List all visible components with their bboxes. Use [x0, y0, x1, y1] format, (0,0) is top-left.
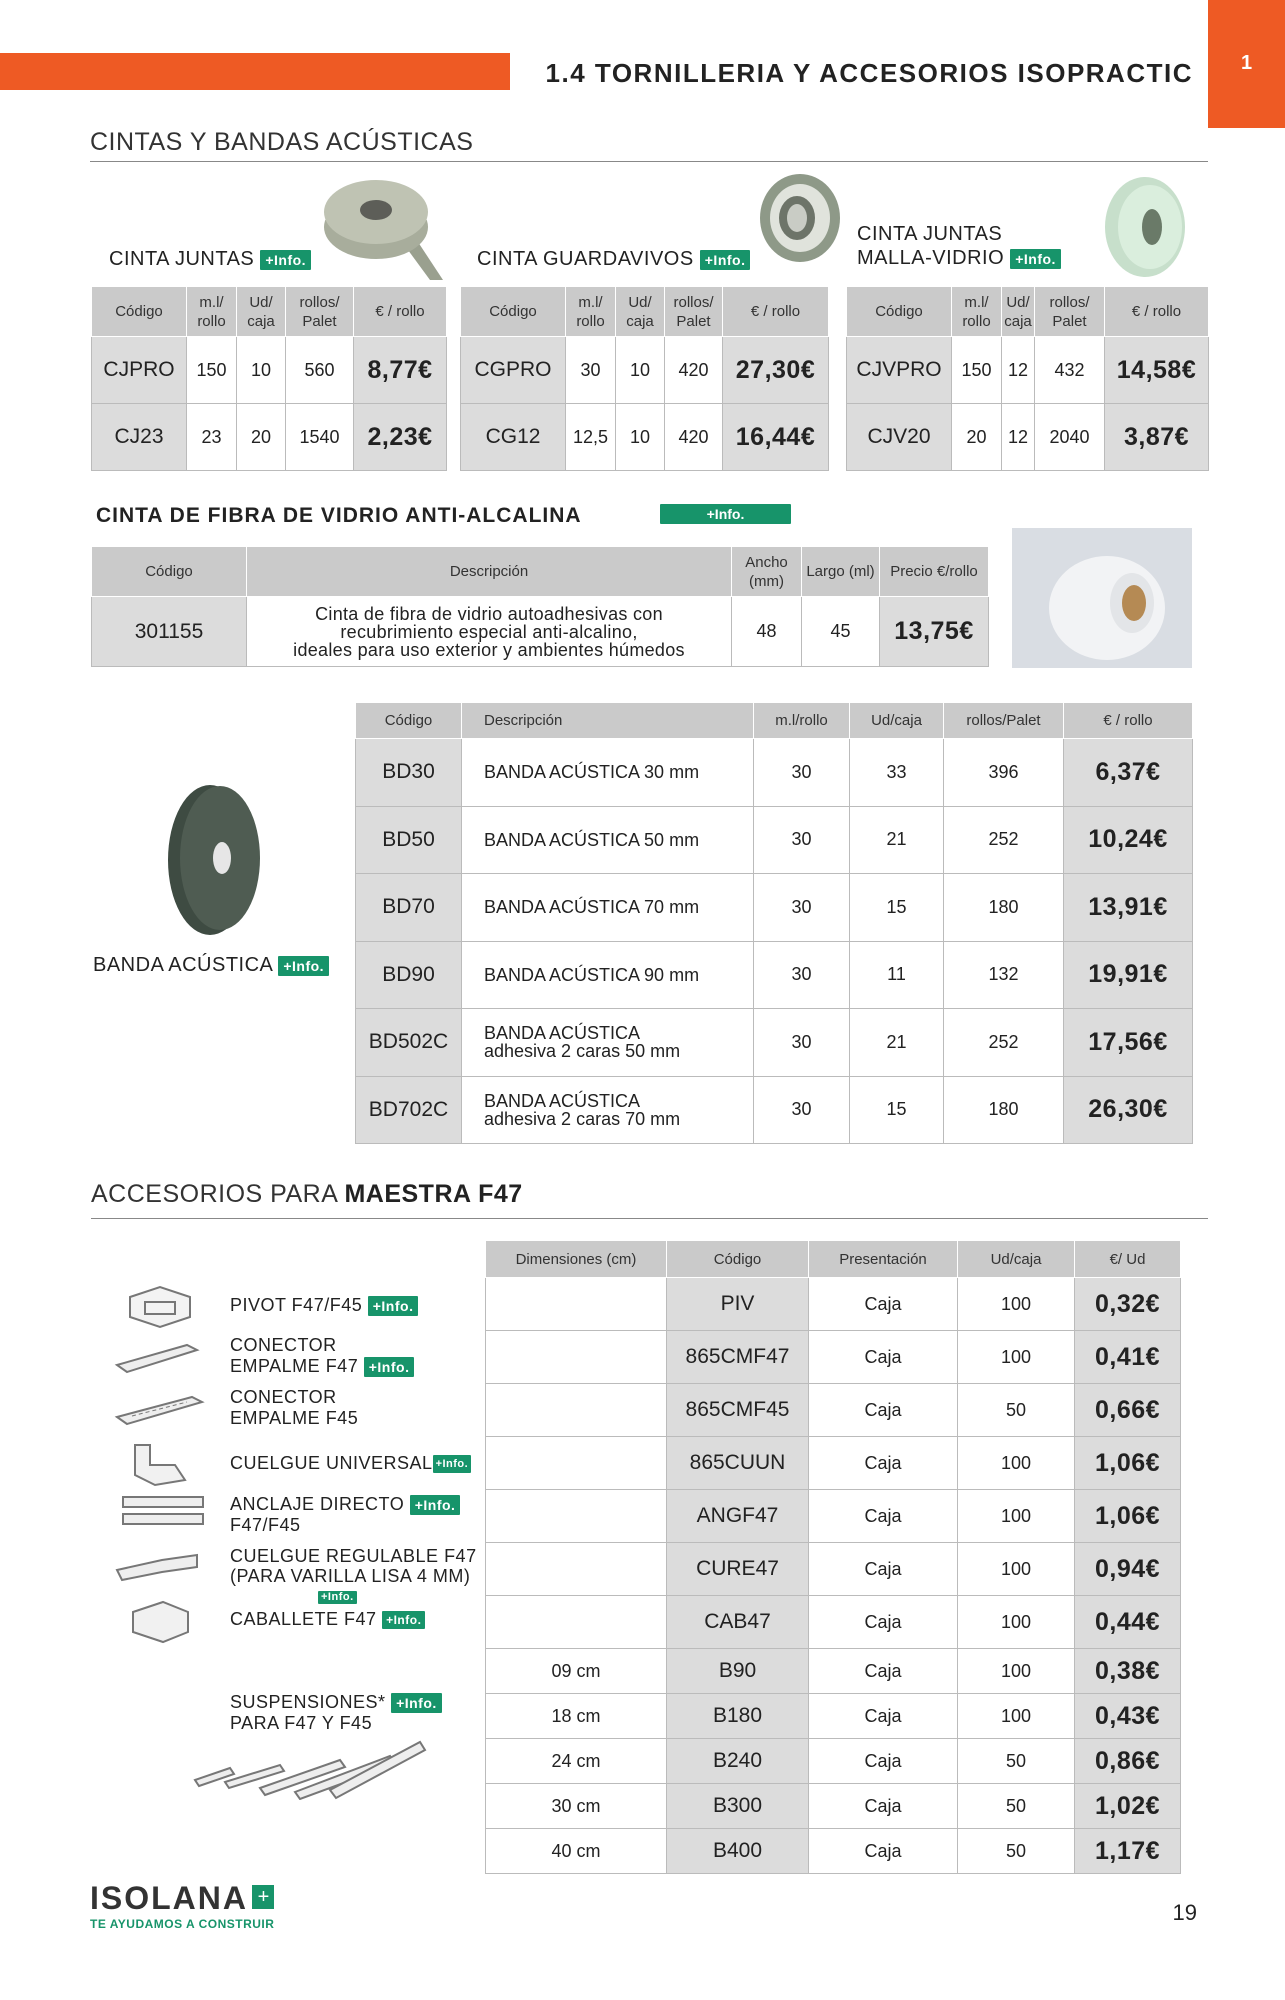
col-header: Dimensiones (cm): [486, 1241, 667, 1278]
col-header: m.l/ rollo: [187, 287, 237, 337]
ml-cell: 30: [754, 806, 850, 874]
conector-f47-icon: [112, 1340, 202, 1380]
ud-cell: 50: [958, 1829, 1075, 1874]
col-header: Ud/caja: [958, 1241, 1075, 1278]
col-header: Ud/ caja: [1002, 287, 1035, 337]
largo-cell: 45: [802, 597, 880, 667]
palet-cell: 2040: [1035, 404, 1105, 471]
col-header: Código: [92, 287, 187, 337]
col-header: Código: [847, 287, 952, 337]
logo-text: ISOLANA: [90, 1880, 248, 1916]
label-line: EMPALME F45: [230, 1408, 359, 1428]
pres-cell: Caja: [809, 1829, 958, 1874]
title-prefix: ACCESORIOS PARA: [91, 1180, 337, 1208]
code-cell: CJ23: [92, 404, 187, 471]
dim-cell: 18 cm: [486, 1694, 667, 1739]
desc-cell: [462, 1076, 754, 1144]
ud-cell: 10: [237, 337, 286, 404]
col-header: Presentación: [809, 1241, 958, 1278]
desc-line: adhesiva 2 caras 50 mm: [484, 1041, 681, 1062]
ud-cell: 12: [1002, 337, 1035, 404]
table-row: [486, 1543, 1181, 1596]
table-row: [461, 404, 829, 471]
table-row: [356, 874, 1193, 942]
page-number: 19: [1172, 1900, 1197, 1925]
ud-cell: 100: [958, 1490, 1075, 1543]
cuelgue-name: CUELGUE UNIVERSAL: [230, 1453, 433, 1473]
dim-cell: [486, 1490, 667, 1543]
label-line: ANCLAJE DIRECTO: [230, 1494, 405, 1514]
table-row: [486, 1784, 1181, 1829]
info-button[interactable]: +Info.: [382, 1611, 425, 1629]
pres-cell: Caja: [809, 1331, 958, 1384]
dim-cell: 40 cm: [486, 1829, 667, 1874]
pres-cell: Caja: [809, 1490, 958, 1543]
code-cell: PIV: [667, 1278, 809, 1331]
col-header: Largo (ml): [802, 547, 880, 597]
table-row: [486, 1596, 1181, 1649]
ml-cell: 30: [754, 1009, 850, 1077]
cinta-malla-image: [1100, 172, 1190, 282]
cuelgue-universal-label: [230, 1451, 471, 1475]
anclaje-directo-label: [230, 1494, 460, 1536]
price-cell: 0,38€: [1075, 1649, 1181, 1694]
pres-cell: Caja: [809, 1384, 958, 1437]
info-button[interactable]: +Info.: [410, 1495, 461, 1515]
tagline: TE AYUDAMOS A CONSTRUIR: [90, 1917, 275, 1931]
palet-cell: 432: [1035, 337, 1105, 404]
col-header: m.l/ rollo: [566, 287, 616, 337]
code-cell: B180: [667, 1694, 809, 1739]
cinta-malla-name: CINTA JUNTAS: [857, 223, 1003, 245]
dim-cell: [486, 1384, 667, 1437]
cinta-guardavivos-label: [477, 247, 750, 271]
pres-cell: Caja: [809, 1784, 958, 1829]
header-orange-bar: [0, 53, 510, 90]
label-line: EMPALME F47: [230, 1356, 359, 1376]
maestra-table: [485, 1240, 1181, 1874]
table-row: [92, 597, 989, 667]
desc-line: recubrimiento especial anti-alcalino,: [340, 621, 638, 642]
ud-cell: 21: [850, 1009, 944, 1077]
col-header: Descripción: [462, 703, 754, 739]
ud-cell: 100: [958, 1596, 1075, 1649]
ud-cell: 100: [958, 1543, 1075, 1596]
table-row: [486, 1331, 1181, 1384]
palet-cell: 420: [665, 337, 723, 404]
isolana-logo[interactable]: [90, 1880, 274, 1931]
cuelgue-regulable-label: [230, 1546, 477, 1606]
chapter-tab: 1: [1208, 0, 1285, 128]
desc-cell: [462, 941, 754, 1009]
price-cell: 16,44€: [723, 404, 829, 471]
banda-acustica-name: BANDA ACÚSTICA: [93, 954, 273, 976]
price-cell: 19,91€: [1064, 941, 1193, 1009]
code-cell: 301155: [92, 597, 247, 667]
col-header: m.l/rollo: [754, 703, 850, 739]
col-header: Ud/caja: [850, 703, 944, 739]
banda-acustica-label: [93, 953, 329, 977]
price-cell: 1,17€: [1075, 1829, 1181, 1874]
price-cell: 3,87€: [1105, 404, 1209, 471]
cuelgue-regulable-icon: [112, 1545, 202, 1585]
palet-cell: 252: [944, 1009, 1064, 1077]
code-cell: B300: [667, 1784, 809, 1829]
col-header: m.l/ rollo: [952, 287, 1002, 337]
desc-line: ideales para uso exterior y ambientes húmedos: [293, 639, 685, 660]
ud-cell: 15: [850, 874, 944, 942]
ml-cell: 30: [566, 337, 616, 404]
banda-table: [355, 702, 1193, 1144]
cinta-malla-label: [857, 222, 1061, 270]
pres-cell: Caja: [809, 1739, 958, 1784]
pres-cell: Caja: [809, 1437, 958, 1490]
dim-cell: 09 cm: [486, 1649, 667, 1694]
label-line: CUELGUE REGULABLE F47: [230, 1546, 477, 1566]
table-row: [486, 1739, 1181, 1784]
ml-cell: 20: [952, 404, 1002, 471]
label-line: (PARA VARILLA LISA 4 MM): [230, 1566, 471, 1586]
table-row: [356, 1009, 1193, 1077]
info-button[interactable]: +Info.: [318, 1591, 357, 1604]
banda-acustica-image: [160, 780, 265, 940]
col-header: Código: [92, 547, 247, 597]
info-button[interactable]: +Info.: [1010, 249, 1061, 269]
desc-cell: [462, 1009, 754, 1077]
desc-line: BANDA ACÚSTICA 50 mm: [484, 829, 700, 850]
ml-cell: 23: [187, 404, 237, 471]
palet-cell: 560: [286, 337, 354, 404]
col-header: rollos/ Palet: [665, 287, 723, 337]
code-cell: 865CUUN: [667, 1437, 809, 1490]
cinta-juntas-table: [91, 286, 447, 471]
table-row: [486, 1694, 1181, 1739]
fibra-image: [1012, 528, 1192, 668]
ancho-cell: 48: [732, 597, 802, 667]
ml-cell: 30: [754, 1076, 850, 1144]
conector-f45-label: [230, 1387, 358, 1429]
palet-cell: 396: [944, 739, 1064, 807]
pres-cell: Caja: [809, 1694, 958, 1739]
palet-cell: 1540: [286, 404, 354, 471]
label-line: CONECTOR: [230, 1335, 337, 1355]
table-row: [486, 1490, 1181, 1543]
col-header: € / rollo: [1105, 287, 1209, 337]
ud-cell: 21: [850, 806, 944, 874]
price-cell: 0,41€: [1075, 1331, 1181, 1384]
table-row: [486, 1649, 1181, 1694]
caballete-icon: [128, 1597, 198, 1647]
price-cell: 10,24€: [1064, 806, 1193, 874]
table-row: [356, 1076, 1193, 1144]
ml-cell: 12,5: [566, 404, 616, 471]
col-header: rollos/ Palet: [1035, 287, 1105, 337]
ud-cell: 50: [958, 1384, 1075, 1437]
col-header: €/ Ud: [1075, 1241, 1181, 1278]
label-line: SUSPENSIONES*: [230, 1692, 386, 1712]
info-button[interactable]: +Info.: [700, 250, 751, 270]
page-title: 1.4 TORNILLERIA Y ACCESORIOS ISOPRACTIC: [545, 58, 1193, 88]
col-header: € / rollo: [1064, 703, 1193, 739]
fibra-title: CINTA DE FIBRA DE VIDRIO ANTI-ALCALINA: [96, 504, 582, 527]
info-button[interactable]: +Info.: [391, 1693, 442, 1713]
divider: [90, 161, 1208, 162]
desc-cell: [462, 739, 754, 807]
ud-cell: 100: [958, 1694, 1075, 1739]
pivot-icon: [125, 1282, 195, 1332]
code-cell: CJPRO: [92, 337, 187, 404]
table-row: [356, 806, 1193, 874]
col-header: Ancho (mm): [732, 547, 802, 597]
dim-cell: 30 cm: [486, 1784, 667, 1829]
info-button[interactable]: +Info.: [433, 1455, 472, 1473]
dim-cell: [486, 1331, 667, 1384]
price-cell: 14,58€: [1105, 337, 1209, 404]
table-row: [92, 404, 447, 471]
col-header: € / rollo: [354, 287, 447, 337]
price-cell: 27,30€: [723, 337, 829, 404]
caballete-label: [230, 1607, 425, 1631]
price-cell: 13,75€: [880, 597, 989, 667]
cinta-malla-name-2: MALLA-VIDRIO: [857, 247, 1005, 269]
desc-line: Cinta de fibra de vidrio autoadhesivas con: [315, 603, 663, 624]
code-cell: B400: [667, 1829, 809, 1874]
code-cell: BD702C: [356, 1076, 462, 1144]
col-header: rollos/Palet: [944, 703, 1064, 739]
ud-cell: 50: [958, 1739, 1075, 1784]
desc-line: BANDA ACÚSTICA: [484, 1023, 641, 1044]
code-cell: BD50: [356, 806, 462, 874]
ml-cell: 30: [754, 941, 850, 1009]
code-cell: CG12: [461, 404, 566, 471]
code-cell: ANGF47: [667, 1490, 809, 1543]
ud-cell: 15: [850, 1076, 944, 1144]
code-cell: B90: [667, 1649, 809, 1694]
col-header: Código: [667, 1241, 809, 1278]
info-button[interactable]: +Info.: [368, 1296, 419, 1316]
code-cell: BD70: [356, 874, 462, 942]
palet-cell: 180: [944, 874, 1064, 942]
price-cell: 8,77€: [354, 337, 447, 404]
desc-cell: [247, 597, 732, 667]
info-button[interactable]: +Info.: [660, 504, 791, 524]
table-row: [847, 404, 1209, 471]
col-header: Ud/ caja: [237, 287, 286, 337]
dim-cell: [486, 1596, 667, 1649]
ud-cell: 50: [958, 1784, 1075, 1829]
label-line: F47/F45: [230, 1515, 301, 1536]
label-line: CONECTOR: [230, 1387, 337, 1407]
price-cell: 0,44€: [1075, 1596, 1181, 1649]
ud-cell: 10: [616, 337, 665, 404]
info-button[interactable]: +Info.: [364, 1357, 415, 1377]
price-cell: 1,02€: [1075, 1784, 1181, 1829]
col-header: rollos/ Palet: [286, 287, 354, 337]
caballete-name: CABALLETE F47: [230, 1609, 377, 1629]
price-cell: 0,86€: [1075, 1739, 1181, 1784]
fibra-table: [91, 546, 989, 667]
desc-cell: [462, 874, 754, 942]
divider: [91, 1218, 1208, 1219]
dim-cell: [486, 1278, 667, 1331]
table-row: [486, 1437, 1181, 1490]
desc-line: adhesiva 2 caras 70 mm: [484, 1108, 681, 1129]
desc-line: BANDA ACÚSTICA: [484, 1090, 641, 1111]
dim-cell: [486, 1437, 667, 1490]
section-title-maestra: [91, 1180, 523, 1209]
table-row: [356, 739, 1193, 807]
cinta-juntas-label: [109, 247, 311, 271]
info-button[interactable]: +Info.: [260, 250, 311, 270]
price-cell: 0,66€: [1075, 1384, 1181, 1437]
price-cell: 17,56€: [1064, 1009, 1193, 1077]
code-cell: CJV20: [847, 404, 952, 471]
table-row: [486, 1829, 1181, 1874]
col-header: € / rollo: [723, 287, 829, 337]
col-header: Descripción: [247, 547, 732, 597]
code-cell: 865CMF45: [667, 1384, 809, 1437]
ud-cell: 10: [616, 404, 665, 471]
palet-cell: 252: [944, 806, 1064, 874]
ml-cell: 150: [187, 337, 237, 404]
section-title-cintas: CINTAS Y BANDAS ACÚSTICAS: [90, 128, 474, 156]
pivot-label: [230, 1293, 418, 1317]
ud-cell: 100: [958, 1278, 1075, 1331]
cinta-juntas-name: CINTA JUNTAS: [109, 248, 255, 270]
desc-line: BANDA ACÚSTICA 70 mm: [484, 897, 700, 918]
dim-cell: [486, 1543, 667, 1596]
cinta-guardavivos-image: [745, 168, 845, 268]
conector-f45-icon: [112, 1392, 207, 1432]
suspensiones-label: [230, 1692, 442, 1734]
code-cell: BD502C: [356, 1009, 462, 1077]
code-cell: CGPRO: [461, 337, 566, 404]
table-row: [486, 1278, 1181, 1331]
pres-cell: Caja: [809, 1596, 958, 1649]
palet-cell: 132: [944, 941, 1064, 1009]
desc-line: BANDA ACÚSTICA 30 mm: [484, 762, 700, 783]
desc-line: BANDA ACÚSTICA 90 mm: [484, 964, 700, 985]
cinta-guardavivos-table: [460, 286, 829, 471]
table-row: [461, 337, 829, 404]
ud-cell: 100: [958, 1649, 1075, 1694]
table-row: [92, 337, 447, 404]
desc-cell: [462, 806, 754, 874]
pres-cell: Caja: [809, 1543, 958, 1596]
ud-cell: 20: [237, 404, 286, 471]
code-cell: CURE47: [667, 1543, 809, 1596]
label-line: PARA F47 Y F45: [230, 1713, 373, 1734]
ud-cell: 100: [958, 1331, 1075, 1384]
cinta-juntas-image: [318, 172, 448, 282]
price-cell: 13,91€: [1064, 874, 1193, 942]
palet-cell: 420: [665, 404, 723, 471]
anclaje-directo-icon: [118, 1492, 208, 1532]
col-header: Precio €/rollo: [880, 547, 989, 597]
price-cell: 26,30€: [1064, 1076, 1193, 1144]
col-header: Código: [356, 703, 462, 739]
price-cell: 2,23€: [354, 404, 447, 471]
code-cell: CJVPRO: [847, 337, 952, 404]
ud-cell: 100: [958, 1437, 1075, 1490]
code-cell: B240: [667, 1739, 809, 1784]
col-header: Ud/ caja: [616, 287, 665, 337]
pres-cell: Caja: [809, 1278, 958, 1331]
cuelgue-universal-icon: [125, 1440, 195, 1490]
price-cell: 1,06€: [1075, 1437, 1181, 1490]
price-cell: 1,06€: [1075, 1490, 1181, 1543]
logo-mark-icon: +: [252, 1885, 274, 1909]
title-bold: MAESTRA F47: [344, 1180, 523, 1208]
price-cell: 0,32€: [1075, 1278, 1181, 1331]
dim-cell: 24 cm: [486, 1739, 667, 1784]
ml-cell: 150: [952, 337, 1002, 404]
table-row: [356, 941, 1193, 1009]
pivot-name: PIVOT F47/F45: [230, 1295, 363, 1315]
code-cell: BD90: [356, 941, 462, 1009]
cinta-guardavivos-name: CINTA GUARDAVIVOS: [477, 248, 694, 270]
ml-cell: 30: [754, 739, 850, 807]
code-cell: 865CMF47: [667, 1331, 809, 1384]
price-cell: 0,94€: [1075, 1543, 1181, 1596]
col-header: Código: [461, 287, 566, 337]
price-cell: 6,37€: [1064, 739, 1193, 807]
code-cell: CAB47: [667, 1596, 809, 1649]
ud-cell: 11: [850, 941, 944, 1009]
code-cell: BD30: [356, 739, 462, 807]
info-button[interactable]: +Info.: [278, 956, 329, 976]
pres-cell: Caja: [809, 1649, 958, 1694]
ud-cell: 33: [850, 739, 944, 807]
price-cell: 0,43€: [1075, 1694, 1181, 1739]
conector-f47-label: [230, 1335, 414, 1377]
table-row: [486, 1384, 1181, 1437]
cinta-malla-table: [846, 286, 1209, 471]
table-row: [847, 337, 1209, 404]
ml-cell: 30: [754, 874, 850, 942]
palet-cell: 180: [944, 1076, 1064, 1144]
ud-cell: 12: [1002, 404, 1035, 471]
